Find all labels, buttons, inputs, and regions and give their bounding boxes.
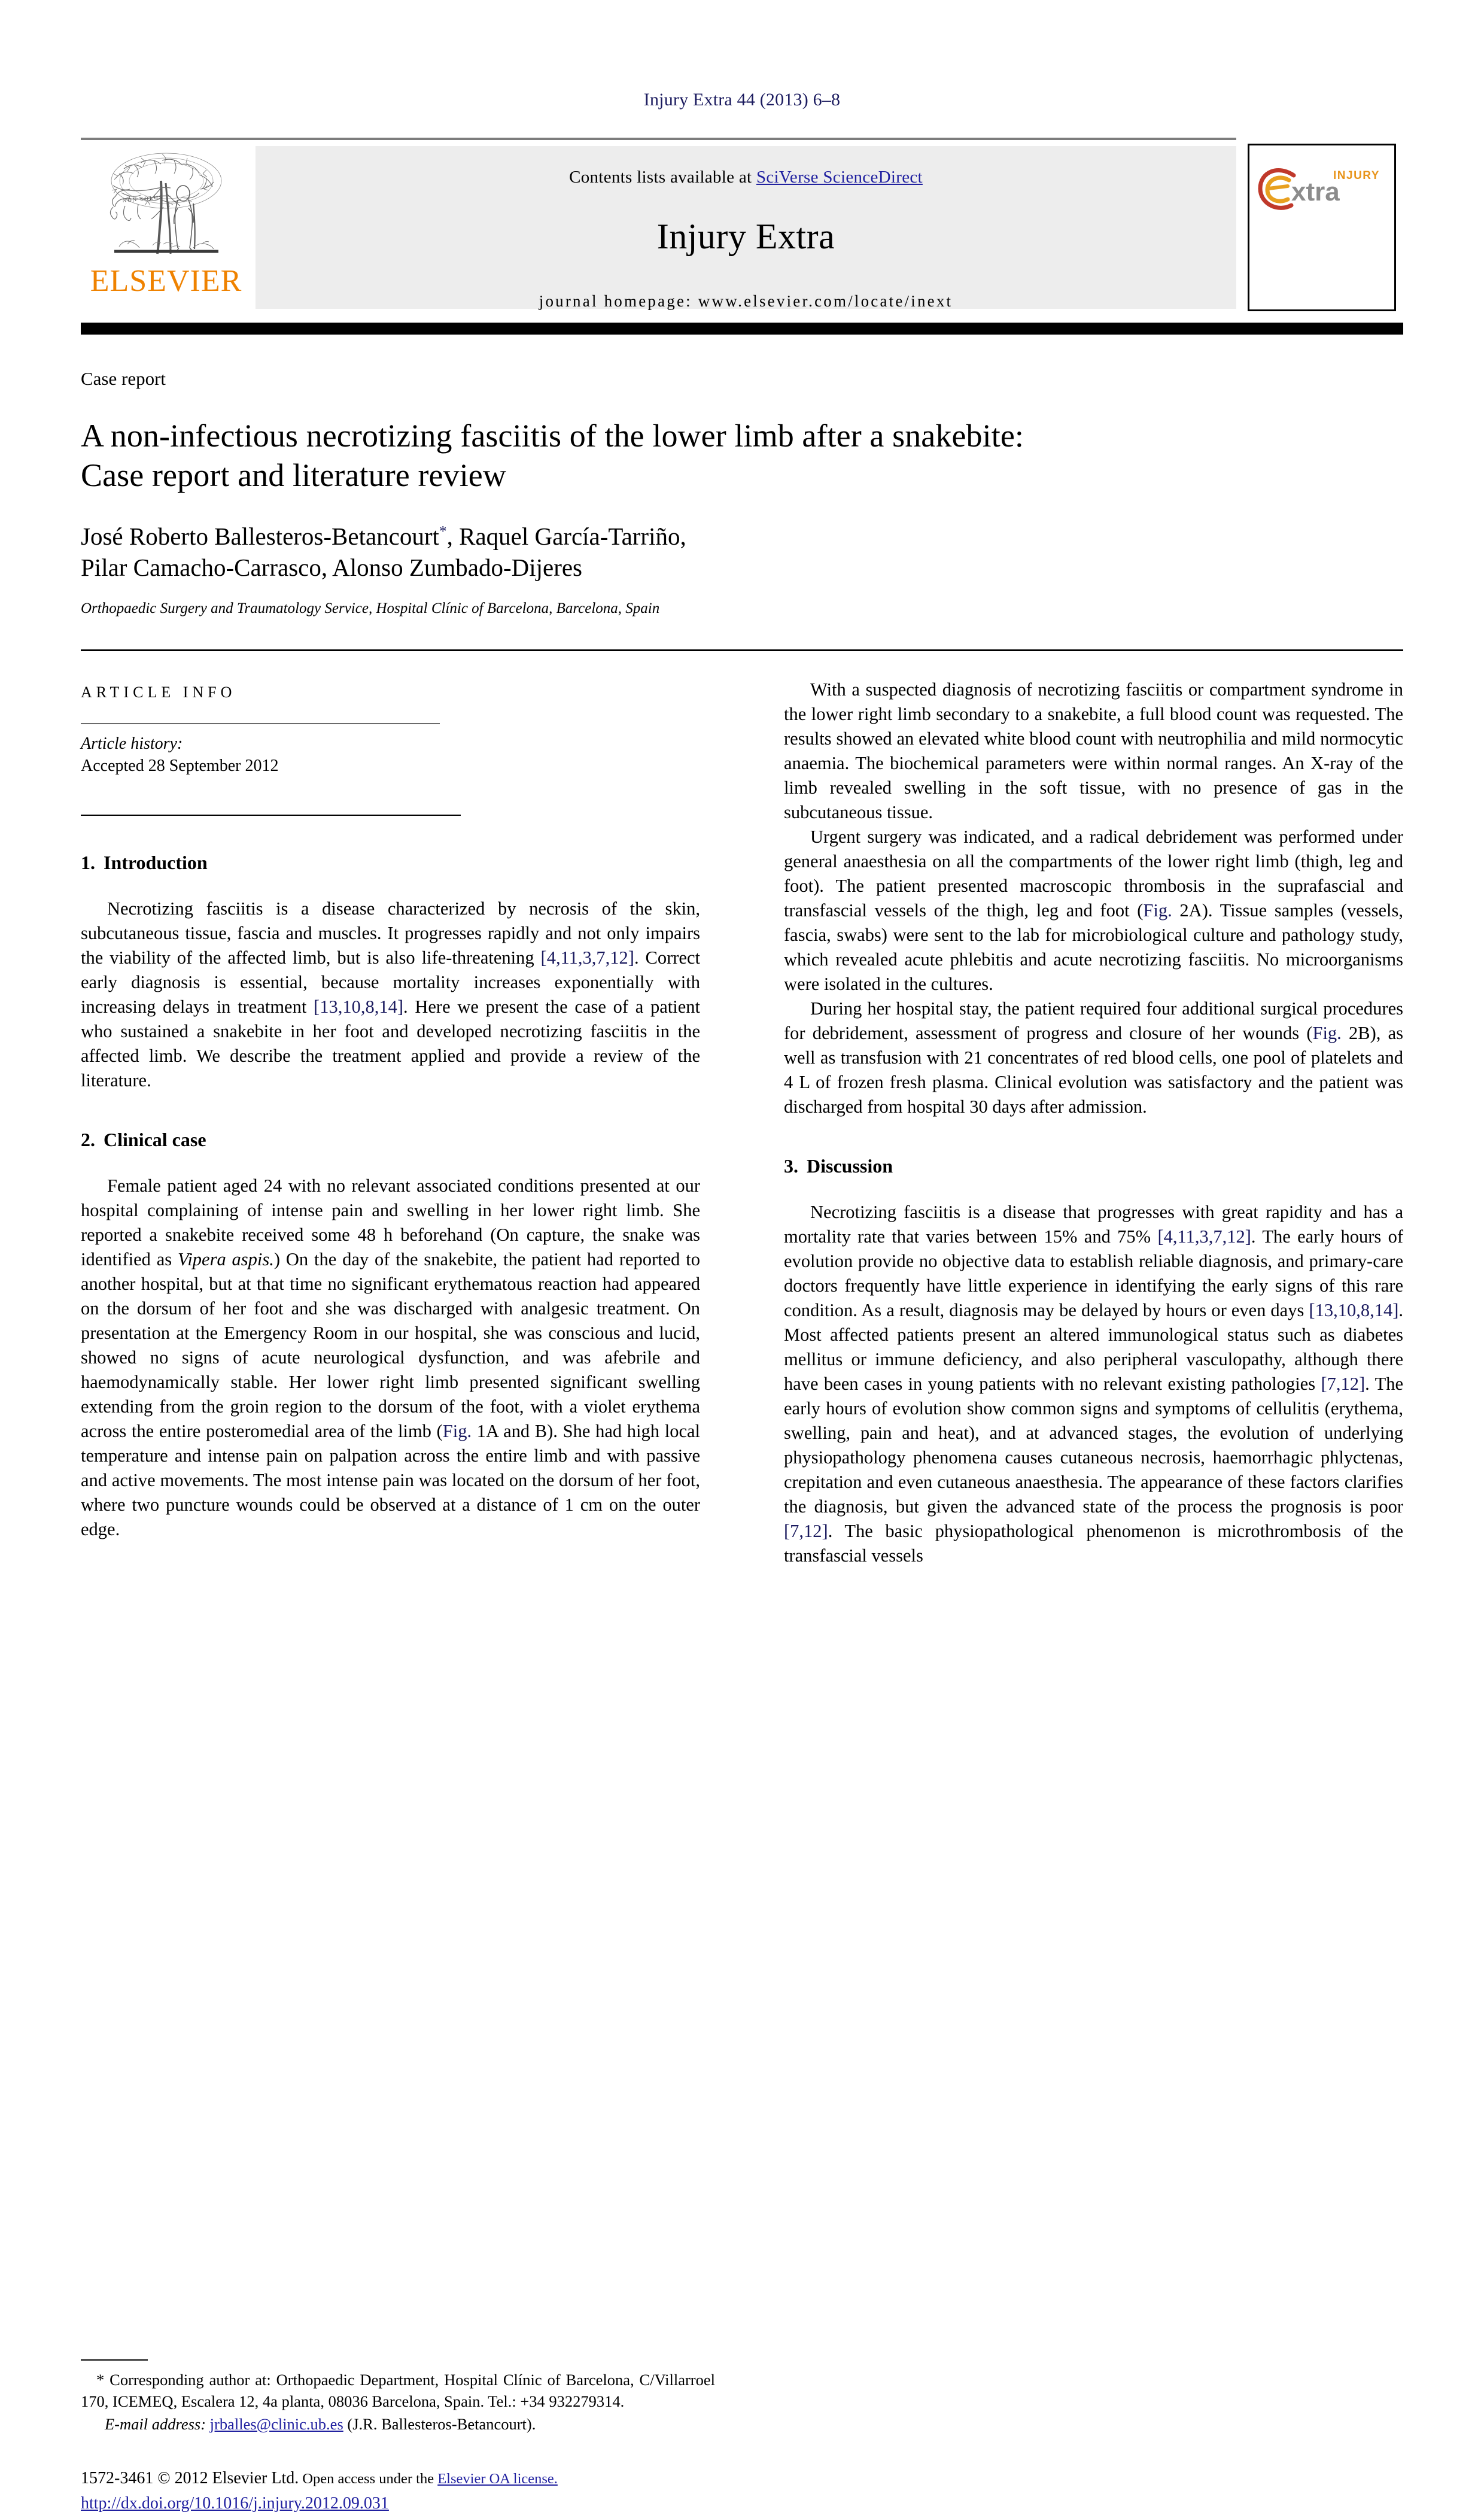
authors-line2: Pilar Camacho-Carrasco, Alonso Zumbado-Dijeres: [81, 554, 582, 582]
disc-text-e: . The basic physiopathological phenomenon is microthrombosis of the transfascial vessels: [784, 1521, 1403, 1566]
footnote-area: [81, 2359, 715, 2515]
footnote-rule: [81, 2359, 148, 2361]
case-text-b: ) On the day of the snakebite, the patient had reported to another hospital, but at that time no significant erythematous reaction had appeared on the dorsum of her foot and she was discharged with analgesic treatment. On presentation at the Emergency Room in our hospital, she was conscious and lucid, showed no signs of acute neurological dysfunction, and was afebrile and haemodynamically stable. Her lower right limb presented significant swelling extending from the groin region to the dorsum of the foot, with a violet erythema across the entire posteromedial area of the limb (: [81, 1249, 700, 1442]
figure-ref[interactable]: Fig.: [442, 1421, 472, 1442]
masthead-black-bar: [81, 323, 1403, 335]
citation-ref[interactable]: [13,10,8,14]: [1309, 1300, 1399, 1321]
intro-text-a: Necrotizing fasciitis is a disease characterized by necrosis of the skin, subcutaneous tissue, fascia and muscles. It progresses rapidly and not only impairs the viability of the affected limb, but is also life-threatening: [81, 898, 700, 968]
footnote-star: *: [96, 2370, 105, 2389]
section-number-2: 2.: [81, 1128, 95, 1150]
section-title-2: Clinical case: [104, 1128, 206, 1150]
copyright-block: [81, 2467, 715, 2515]
affiliation: Orthopaedic Surgery and Traumatology Service, Hospital Clínic of Barcelona, Barcelona, Spain: [81, 600, 660, 616]
paragraph-surgery: [784, 825, 1403, 997]
paragraph-clinical-case: [81, 1174, 700, 1542]
citation-ref[interactable]: [4,11,3,7,12]: [1157, 1226, 1251, 1247]
title-line-2: Case report and literature review: [81, 457, 506, 494]
paragraph-hospital-stay: [784, 997, 1403, 1119]
section-title-1: Introduction: [104, 851, 208, 873]
article-head-rule: [81, 649, 1403, 651]
paragraph-introduction: [81, 897, 700, 1093]
issn-copyright: 1572-3461 © 2012 Elsevier Ltd.: [81, 2468, 299, 2487]
surgery-text-b: 2A). Tissue samples (vessels, fascia, swabs) were sent to the lab for microbiological culture and pathology study, which revealed acute phlebitis and acute necrotizing fasciitis. No microorganisms were isolated in the cultures.: [784, 900, 1404, 994]
elsevier-wordmark: ELSEVIER: [90, 264, 242, 298]
article-info-label: ARTICLE INFO: [81, 683, 236, 701]
case-text-c: 1A and B). She had high local temperature and intense pain on palpation across the entire limb and with passive and active movements. The most intense pain was located on the dorsum of her foot, where two puncture wounds could be observed at a distance of 1 cm on the outer edge.: [81, 1421, 700, 1540]
running-head: Injury Extra 44 (2013) 6–8: [643, 90, 841, 110]
non-solus-motto: NON SOLUS: [121, 194, 163, 203]
injury-wordmark: INJURY: [1333, 169, 1380, 182]
article-history-label: Article history:: [81, 734, 183, 753]
disc-text-b: . The early hours of evolution provide no objective data to establish reliable diagnosis, and primary-care doctors frequently have little experience in identifying the early signs of this rare condition. As a result, diagnosis may be delayed by hours or even days: [784, 1226, 1403, 1321]
contents-line: [569, 168, 923, 187]
doi-link[interactable]: http://dx.doi.org/10.1016/j.injury.2012.09.031: [81, 2493, 389, 2513]
journal-title: Injury Extra: [656, 217, 835, 256]
elsevier-tree-icon: [104, 150, 229, 265]
case-text-a: Female patient aged 24 with no relevant associated conditions presented at our hospital complaining of intense pain and swelling in her lower right limb. She reported a snakebite received some 48 h beforehand (On capture, the snake was identified as: [81, 1175, 700, 1269]
article-type: Case report: [81, 368, 166, 389]
masthead-top-rule: [81, 138, 1236, 140]
section-heading-discussion: [784, 1155, 1403, 1177]
contents-prefix: Contents lists available at: [569, 168, 756, 187]
journal-band: [256, 146, 1236, 309]
page-content: [81, 0, 1404, 2513]
email-label: E-mail address:: [105, 2414, 206, 2433]
email-link[interactable]: jrballes@clinic.ub.es: [209, 2414, 343, 2433]
stay-text-b: 2B), as well as transfusion with 21 concentrates of red blood cells, one pool of platelets and 4 L of frozen fresh plasma. Clinical evolution was satisfactory and the patient was discharged from hospital 30 days after admission.: [784, 1022, 1403, 1117]
citation-ref[interactable]: [7,12]: [1321, 1374, 1366, 1395]
email-suffix: (J.R. Ballesteros-Betancourt).: [343, 2414, 536, 2433]
paragraph-diagnosis: With a suspected diagnosis of necrotizing fasciitis or compartment syndrome in the lower right limb secondary to a snakebite, a full blood count was requested. The results showed an elevated white blood count with neutrophilia and mild normocytic anaemia. The biochemical parameters were within normal ranges. An X-ray of the limb revealed swelling in the soft tissue, with no presence of gas in the subcutaneous tissue.: [784, 679, 1403, 822]
page-title: [81, 416, 1403, 496]
intro-text-c: . Here we present the case of a patient who sustained a snakebite in her foot and developed necrotizing fasciitis in the affected limb. We describe the treatment applied and provide a review of the literature.: [81, 996, 700, 1091]
open-access-prefix: Open access under the: [299, 2470, 438, 2487]
article-info-rule-bottom: [81, 815, 461, 816]
sciencedirect-link[interactable]: SciVerse ScienceDirect: [756, 168, 923, 187]
injury-extra-logo-icon: [1254, 161, 1391, 218]
surgery-text-a: Urgent surgery was indicated, and a radical debridement was performed under general anaesthesia on all the compartments of the lower right limb (thigh, leg and foot). The patient presented macroscopic thrombosis in the suprafascial and transfascial vessels of the thigh, leg and foot (: [784, 826, 1403, 921]
disc-text-a: Necrotizing fasciitis is a disease that progresses with great rapidity and has a mortality rate that varies between 15% and 75%: [784, 1202, 1403, 1247]
disc-text-d: . The early hours of evolution show common signs and symptoms of cellulitis (erythema, swelling, pain and heat), and at advanced stages, the evolution of underlying physiopathology phenomena causes cutaneous necrosis, haemorrhagic phlyctenas, crepitation and even cutaneous anaesthesia. The appearance of these factors clarifies the diagnosis, but given the advanced state of the process the prognosis is poor: [784, 1374, 1403, 1517]
journal-masthead: [81, 146, 1403, 311]
disc-text-c: . Most affected patients present an altered immunological status such as diabetes mellitus or immune deficiency, and also peripheral vasculopathy, although there have been cases in young patients with no relevant existing pathologies: [784, 1300, 1403, 1395]
citation-ref[interactable]: [7,12]: [784, 1521, 828, 1542]
author-list: [81, 521, 1403, 584]
intro-text-b: . Correct early diagnosis is essential, because mortality increases exponentially with increasing delays in treatment: [81, 947, 700, 1017]
species-name: Vipera aspis.: [177, 1249, 274, 1269]
authors-line1-rest: , Raquel García-Tarriño,: [446, 522, 686, 550]
section-heading-clinical-case: [81, 1129, 700, 1151]
corresponding-author-text: Corresponding author at: Orthopaedic Department, Hospital Clínic of Barcelona, C/Villarroel 170, ICEMEQ, Escalera 12, 4a planta, 08036 Barcelona, Spain. Tel.: +34 932279314.: [81, 2370, 715, 2410]
oa-license-link[interactable]: Elsevier OA license.: [437, 2470, 558, 2487]
left-column: [81, 678, 715, 2513]
figure-ref[interactable]: Fig.: [1143, 900, 1172, 921]
journal-cover-box: [1248, 144, 1396, 311]
email-note: [81, 2413, 715, 2435]
citation-ref[interactable]: [13,10,8,14]: [314, 996, 403, 1017]
stay-text-a: During her hospital stay, the patient required four additional surgical procedures for debridement, assessment of progress and closure of her wounds (: [784, 998, 1403, 1043]
article-info-rule-top: [81, 723, 440, 724]
right-column: [784, 678, 1403, 1569]
elsevier-logo: [81, 146, 251, 309]
journal-homepage[interactable]: journal homepage: www.elsevier.com/locate/inext: [539, 292, 953, 310]
paragraph-discussion: [784, 1200, 1403, 1568]
citation-ref[interactable]: [4,11,3,7,12]: [540, 947, 634, 968]
article-history: [81, 733, 700, 777]
article-accepted-date: Accepted 28 September 2012: [81, 757, 279, 776]
section-heading-introduction: [81, 852, 700, 874]
figure-ref[interactable]: Fig.: [1312, 1022, 1342, 1043]
section-number-1: 1.: [81, 851, 95, 873]
section-title-3: Discussion: [807, 1155, 893, 1177]
corresponding-author-marker: *: [439, 523, 447, 540]
section-number-3: 3.: [784, 1155, 798, 1177]
corresponding-author-note: [81, 2369, 715, 2412]
extra-wordmark: xtra: [1291, 177, 1340, 206]
author-primary: José Roberto Ballesteros-Betancourt: [81, 522, 439, 550]
title-line-1: A non-infectious necrotizing fasciitis of the lower limb after a snakebite:: [81, 418, 1024, 454]
